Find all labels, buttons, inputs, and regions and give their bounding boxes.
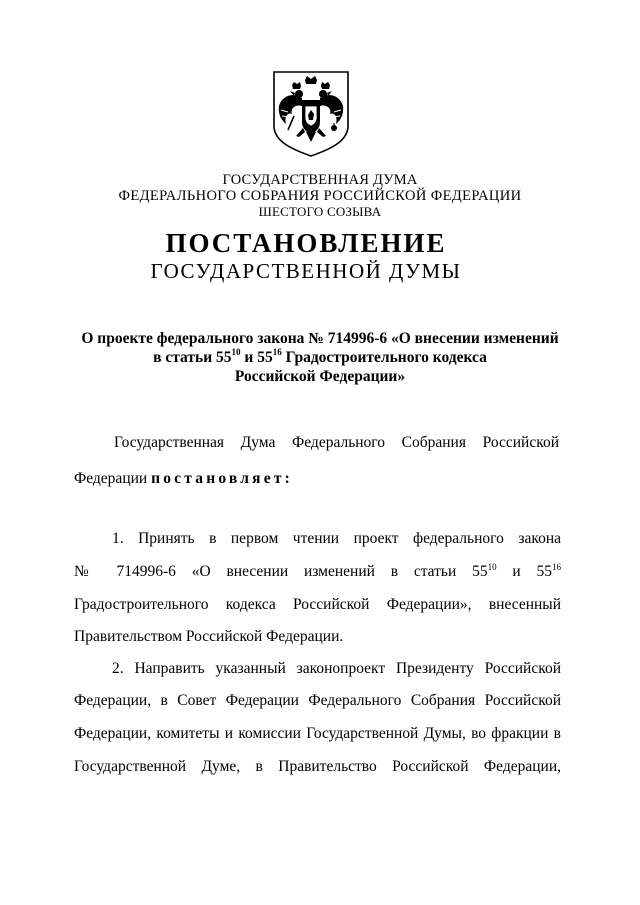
subject-line1: О проекте федерального закона № 714996-6 «О внесении изменений bbox=[81, 330, 559, 347]
org-name-line2: ФЕДЕРАЛЬНОГО СОБРАНИЯ РОССИЙСКОЙ ФЕДЕРАЦИИ bbox=[118, 188, 522, 204]
subject-line3: Российской Федерации» bbox=[234, 368, 406, 385]
item1-line1: 1. Принять в первом чтении проект федерального закона bbox=[112, 530, 561, 547]
convocation-label: ШЕСТОГО СОЗЫВА bbox=[258, 204, 382, 219]
item2-line4: Государственной Думе, в Правительство Российской Федерации, bbox=[74, 758, 561, 775]
item2-line3: Федерации, комитеты и комиссии Государственной Думы, во фракции в bbox=[74, 725, 561, 742]
resolves-keyword: постановляет: bbox=[151, 470, 293, 487]
document-type-title: ПОСТАНОВЛЕНИЕ bbox=[165, 228, 447, 258]
item1-line2: № 714996-6 «О внесении изменений в статьи $55^{10}$ и $55^{16}$ bbox=[74, 561, 561, 580]
item1-line4: Правительством Российской Федерации. bbox=[74, 628, 344, 645]
resolution-subject bbox=[60, 329, 580, 386]
preamble-line1: Государственная Дума Федерального Собрания Российской bbox=[114, 434, 559, 451]
org-name-line1: ГОСУДАРСТВЕННАЯ ДУМА bbox=[222, 172, 418, 188]
russian-coat-of-arms-icon bbox=[272, 70, 350, 158]
item1-line3: Градостроительного кодекса Российской Федерации», внесенный bbox=[74, 596, 561, 613]
item2-line1: 2. Направить указанный законопроект Президенту Российской bbox=[112, 660, 561, 677]
item2-line2: Федерации, в Совет Федерации Федерального Собрания Российской bbox=[74, 692, 561, 709]
document-issuer-title: ГОСУДАРСТВЕННОЙ ДУМЫ bbox=[150, 259, 462, 283]
preamble-line2: Федерации постановляет: bbox=[74, 470, 293, 487]
subject-line2: в статьи $55^{10}$ и $55^{16}$ Градостроительного кодекса bbox=[153, 346, 487, 366]
